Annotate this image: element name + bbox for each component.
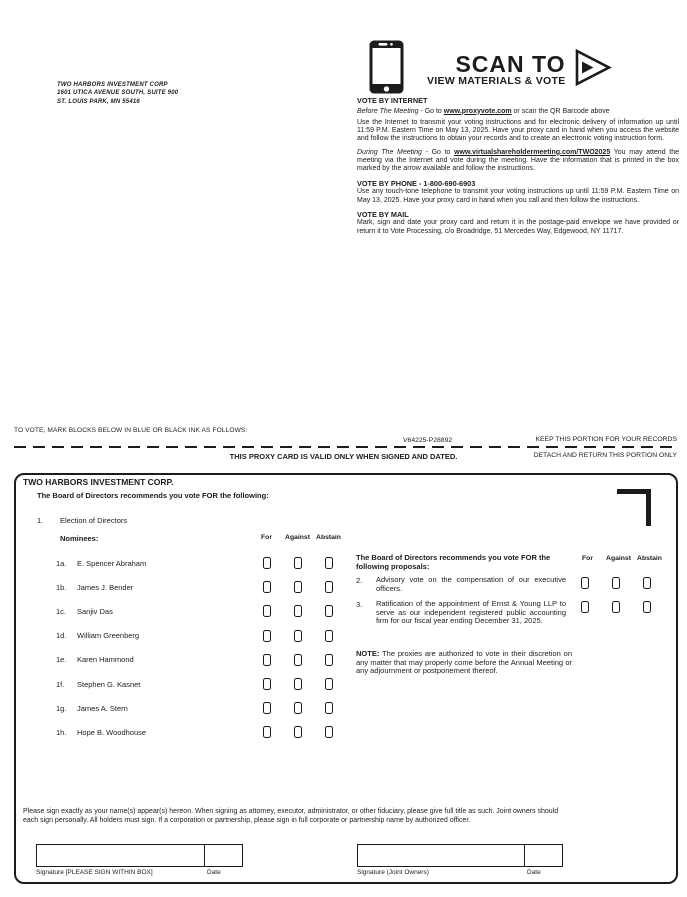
proposal-row xyxy=(356,576,668,593)
primary-date-box[interactable] xyxy=(204,845,242,866)
address-line: 1601 UTICA AVENUE SOUTH, SUITE 900 xyxy=(57,90,179,97)
checkbox-1g-for[interactable] xyxy=(263,702,271,714)
checkbox-1b-abstain[interactable] xyxy=(325,581,333,593)
address-line: TWO HARBORS INVESTMENT CORP xyxy=(57,82,168,88)
control-number: V64225-P28892 xyxy=(403,437,453,444)
nominee-row xyxy=(56,551,344,575)
item-number: 1. xyxy=(37,516,44,525)
proposal-row xyxy=(356,600,668,626)
nominee-row xyxy=(56,720,344,744)
nominee-name: Karen Hammond xyxy=(77,655,134,665)
proposal-id: 2. xyxy=(356,576,363,585)
checkbox-2-for[interactable] xyxy=(581,577,589,589)
column-for: For xyxy=(261,534,272,541)
primary-signature-box[interactable] xyxy=(37,845,204,866)
checkbox-1e-abstain[interactable] xyxy=(325,654,333,666)
scan-banner-titles xyxy=(427,50,566,87)
return-address xyxy=(57,81,178,106)
checkbox-1c-against[interactable] xyxy=(294,605,302,617)
before-meeting-label: Before The Meeting xyxy=(357,107,419,115)
checkbox-1c-abstain[interactable] xyxy=(325,605,333,617)
checkbox-1a-against[interactable] xyxy=(294,557,302,569)
nominee-name: E. Spencer Abraham xyxy=(77,558,147,568)
internet-instructions: Use the Internet to transmit your voting instructions and for electronic delivery of information up until 11:59 P.M. Eastern Time on May 13, 2025. Have your proxy card in hand when you access the website and follow the instructions to obtain your records and to create an electronic voting instruction form. xyxy=(357,118,679,143)
checkbox-1h-against[interactable] xyxy=(294,726,302,738)
nominee-id: 1g. xyxy=(56,703,67,713)
date-label: Date xyxy=(527,869,541,876)
vote-columns-header-right xyxy=(572,555,665,562)
proxy-card xyxy=(14,473,678,884)
vote-instructions xyxy=(357,97,679,236)
nominee-id: 1c. xyxy=(56,606,67,616)
date-label: Date xyxy=(207,869,221,876)
column-abstain: Abstain xyxy=(316,534,341,541)
proxyvote-url: www.proxyvote.com xyxy=(443,107,512,115)
proposal-text: Advisory vote on the compensation of our executive officers. xyxy=(376,575,566,593)
checkbox-1d-for[interactable] xyxy=(263,630,271,642)
vote-columns-header-left xyxy=(251,534,344,541)
note-label: NOTE: xyxy=(356,648,380,658)
nominee-name: William Greenberg xyxy=(77,631,140,641)
during-meeting-text: You may attend the meeting via the Internet and vote during the meeting. Have the information that is printed in the box marked by the arrow available and follow the instructions. xyxy=(357,148,679,173)
nominee-row xyxy=(56,648,344,672)
joint-signature-group xyxy=(357,844,563,867)
item-election-of-directors xyxy=(37,516,127,525)
joint-date-box[interactable] xyxy=(524,845,562,866)
mark-blocks-instruction: TO VOTE, MARK BLOCKS BELOW IN BLUE OR BLACK INK AS FOLLOWS: xyxy=(14,427,248,434)
nominee-id: 1f. xyxy=(56,679,65,689)
before-meeting-suffix: or scan the QR Barcode above xyxy=(511,107,610,115)
checkbox-1h-abstain[interactable] xyxy=(325,726,333,738)
during-meeting-paragraph xyxy=(357,149,679,174)
checkbox-2-abstain[interactable] xyxy=(643,577,651,589)
checkbox-3-against[interactable] xyxy=(612,601,620,613)
checkbox-1d-against[interactable] xyxy=(294,630,302,642)
item-title: Election of Directors xyxy=(60,516,128,525)
vote-by-phone-heading: VOTE BY PHONE - 1-800-690-6903 xyxy=(357,178,476,188)
nominee-row xyxy=(56,672,344,696)
checkbox-1c-for[interactable] xyxy=(263,605,271,617)
joint-signature-box[interactable] xyxy=(358,845,524,866)
nominee-name: Hope B. Woodhouse xyxy=(77,727,147,737)
checkbox-2-against[interactable] xyxy=(612,577,620,589)
nominee-name: James J. Bender xyxy=(77,582,134,592)
vote-by-mail-heading: VOTE BY MAIL xyxy=(357,209,409,219)
arrow-right-icon xyxy=(573,47,613,93)
nominees-label: Nominees: xyxy=(60,534,99,543)
phone-instructions: Use any touch-tone telephone to transmit your voting instructions up until 11:59 P.M. Eastern Time on May 13, 2025. Have your proxy card in hand when you call and then follow the instructions. xyxy=(357,188,679,204)
nominee-id: 1e. xyxy=(56,655,67,665)
proposals-recommendation: The Board of Directors recommends you vote FOR the following proposals: xyxy=(356,553,551,571)
nominee-id: 1b. xyxy=(56,582,67,592)
checkbox-1b-against[interactable] xyxy=(294,581,302,593)
virtual-meeting-url: www.virtualshareholdermeeting.com/TWO2025 xyxy=(454,148,611,156)
keep-portion-note: KEEP THIS PORTION FOR YOUR RECORDS xyxy=(535,436,677,443)
smartphone-icon xyxy=(368,39,405,100)
column-against: Against xyxy=(606,555,631,562)
nominee-id: 1d. xyxy=(56,631,67,641)
company-name: TWO HARBORS INVESTMENT CORP. xyxy=(23,477,174,487)
corner-bracket-mark xyxy=(617,489,651,526)
proposals-column xyxy=(356,553,668,676)
primary-signature-label: Signature [PLEASE SIGN WITHIN BOX] xyxy=(36,869,153,876)
checkbox-1e-for[interactable] xyxy=(263,654,271,666)
proposal-text: Ratification of the appointment of Ernst & Young LLP to serve as our independent registered public accounting firm for our fiscal year ending December 31, 2025. xyxy=(376,599,566,626)
directors-recommendation: The Board of Directors recommends you vote FOR the following: xyxy=(37,491,269,500)
column-against: Against xyxy=(285,534,310,541)
address-line: ST. LOUIS PARK, MN 55416 xyxy=(57,98,140,105)
detach-return-note: DETACH AND RETURN THIS PORTION ONLY xyxy=(533,452,677,459)
checkbox-1g-against[interactable] xyxy=(294,702,302,714)
signature-instructions: Please sign exactly as your name(s) appear(s) hereon. When signing as attorney, executor, administrator, or other fiduciary, please give full title as such. Joint owners should each sign personally. All holders must sign. If a corporation or partnership, please sign in full corporate or partnership name by authorized officer. xyxy=(23,808,559,825)
nominee-name: Sanjiv Das xyxy=(77,606,113,616)
mail-instructions: Mark, sign and date your proxy card and return it in the postage-paid envelope we have provided or return it to Vote Processing, c/o Broadridge, 51 Mercedes Way, Edgewood, NY 11717. xyxy=(357,219,679,235)
joint-signature-label: Signature (Joint Owners) xyxy=(357,869,429,876)
primary-signature-labels xyxy=(36,869,243,876)
checkbox-3-for[interactable] xyxy=(581,601,589,613)
during-meeting-goto: - Go to xyxy=(421,148,455,156)
note-text: The proxies are authorized to vote in their discretion on any matter that may properly come before the Annual Meeting or any adjournment or postponement thereof. xyxy=(356,648,572,676)
checkbox-1f-against[interactable] xyxy=(294,678,302,690)
scan-banner xyxy=(368,39,613,100)
checkbox-1d-abstain[interactable] xyxy=(325,630,333,642)
nominee-id: 1a. xyxy=(56,558,67,568)
scan-subtitle: VIEW MATERIALS & VOTE xyxy=(427,74,566,87)
nominees-list xyxy=(56,551,344,745)
checkbox-1h-for[interactable] xyxy=(263,726,271,738)
primary-signature-group xyxy=(36,844,243,867)
checkbox-1a-for[interactable] xyxy=(263,557,271,569)
nominee-name: Stephen G. Kasnet xyxy=(77,679,141,689)
checkbox-1f-abstain[interactable] xyxy=(325,678,333,690)
detach-dashed-line xyxy=(14,446,677,448)
nominee-id: 1h. xyxy=(56,727,67,737)
before-meeting-line xyxy=(357,108,679,116)
column-abstain: Abstain xyxy=(637,555,662,562)
checkbox-1e-against[interactable] xyxy=(294,654,302,666)
valid-when-signed-note: THIS PROXY CARD IS VALID ONLY WHEN SIGNED AND DATED. xyxy=(229,452,458,461)
nominee-row xyxy=(56,575,344,599)
joint-signature-labels xyxy=(357,869,563,876)
checkbox-1f-for[interactable] xyxy=(263,678,271,690)
scan-title: SCAN TO xyxy=(455,50,566,77)
proposal-id: 3. xyxy=(356,600,363,610)
before-meeting-goto: - Go to xyxy=(418,107,444,115)
nominee-row xyxy=(56,624,344,648)
nominee-name: James A. Stern xyxy=(77,703,128,713)
checkbox-1g-abstain[interactable] xyxy=(325,702,333,714)
checkbox-1a-abstain[interactable] xyxy=(325,557,333,569)
nominee-row xyxy=(56,696,344,720)
checkbox-1b-for[interactable] xyxy=(263,581,271,593)
vote-by-internet-heading: VOTE BY INTERNET xyxy=(357,96,428,105)
column-for: For xyxy=(582,555,593,562)
nominee-row xyxy=(56,599,344,623)
checkbox-3-abstain[interactable] xyxy=(643,601,651,613)
discretion-note xyxy=(356,650,572,676)
during-meeting-label: During The Meeting xyxy=(357,148,422,156)
